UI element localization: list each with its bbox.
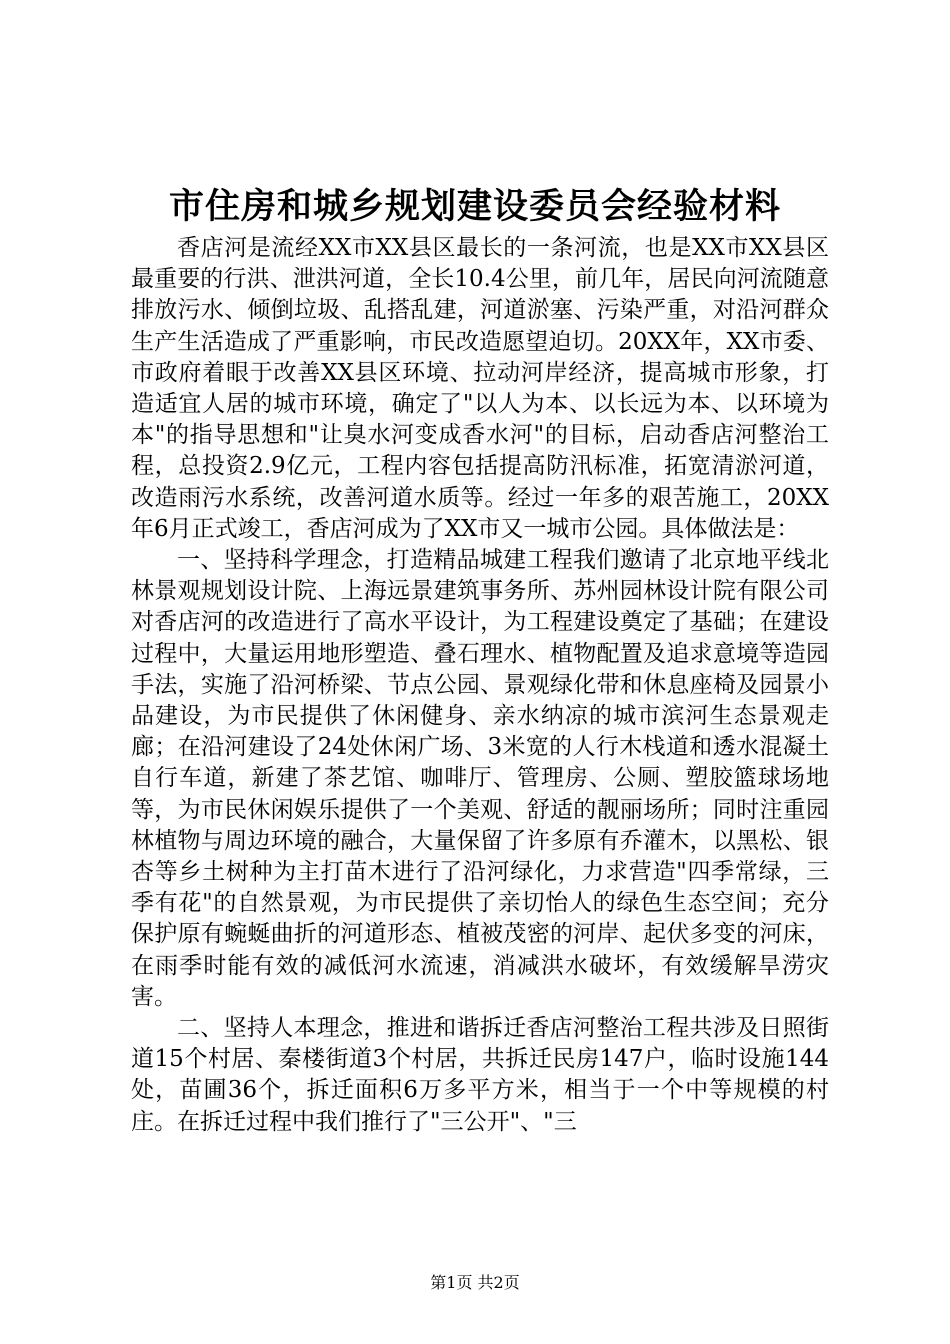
page-footer: 第1页 共2页 <box>430 1273 520 1292</box>
paragraph-section-1: 一、坚持科学理念，打造精品城建工程我们邀请了北京地平线北林景观规划设计院、上海远景建筑事务所、苏州园林设计院有限公司对香店河的改造进行了高水平设计，为工程建设奠定了基础；在建设过程中，大量运用地形塑造、叠石理水、植物配置及追求意境等造园手法，实施了沿河桥梁、节点公园、景观绿化带和休息座椅及园景小品建设，为市民提供了休闲健身、亲水纳凉的城市滨河生态景观走廊；在沿河建设了24处休闲广场、3米宽的人行木栈道和透水混凝土自行车道，新建了茶艺馆、咖啡厅、管理房、公厕、塑胶篮球场地等，为市民休闲娱乐提供了一个美观、舒适的靓丽场所；同时注重园林植物与周边环境的融合，大量保留了许多原有乔灌木，以黑松、银杏等乡土树种为主打苗木进行了沿河绿化，力求营造"四季常绿，三季有花"的自然景观，为市民提供了亲切怡人的绿色生态空间；充分保护原有蜿蜒曲折的河道形态、植被茂密的河岸、起伏多变的河床，在雨季时能有效的减低河水流速，消减洪水破坏，有效缓解旱涝灾害。 <box>131 547 829 1010</box>
document-title: 市住房和城乡规划建设委员会经验材料 <box>168 186 781 227</box>
paragraph-intro: 香店河是流经XX市XX县区最长的一条河流，也是XX市XX县区最重要的行洪、泄洪河道，全长10.4公里，前几年，居民向河流随意排放污水、倾倒垃圾、乱搭乱建，河道淤塞、污染严重，对沿河群众生产生活造成了严重影响，市民改造愿望迫切。20XX年，XX市委、市政府着眼于改善XX县区环境、拉动河岸经济，提高城市形象，打造适宜人居的城市环境，确定了"以人为本、以长远为本、以环境为本"的指导思想和"让臭水河变成香水河"的目标，启动香店河整治工程，总投资2.9亿元，工程内容包括提高防汛标准，拓宽清淤河道，改造雨污水系统，改善河道水质等。经过一年多的艰苦施工，20XX年6月正式竣工，香店河成为了XX市又一城市公园。具体做法是： <box>131 235 829 542</box>
paragraph-section-2: 二、坚持人本理念，推进和谐拆迁香店河整治工程共涉及日照街道15个村居、秦楼街道3个村居，共拆迁民房147户，临时设施144处，苗圃36个，拆迁面积6万多平方米，相当于一个中等规模的村庄。在拆迁过程中我们推行了"三公开"、"三 <box>131 1015 829 1135</box>
document-body <box>131 233 829 1138</box>
